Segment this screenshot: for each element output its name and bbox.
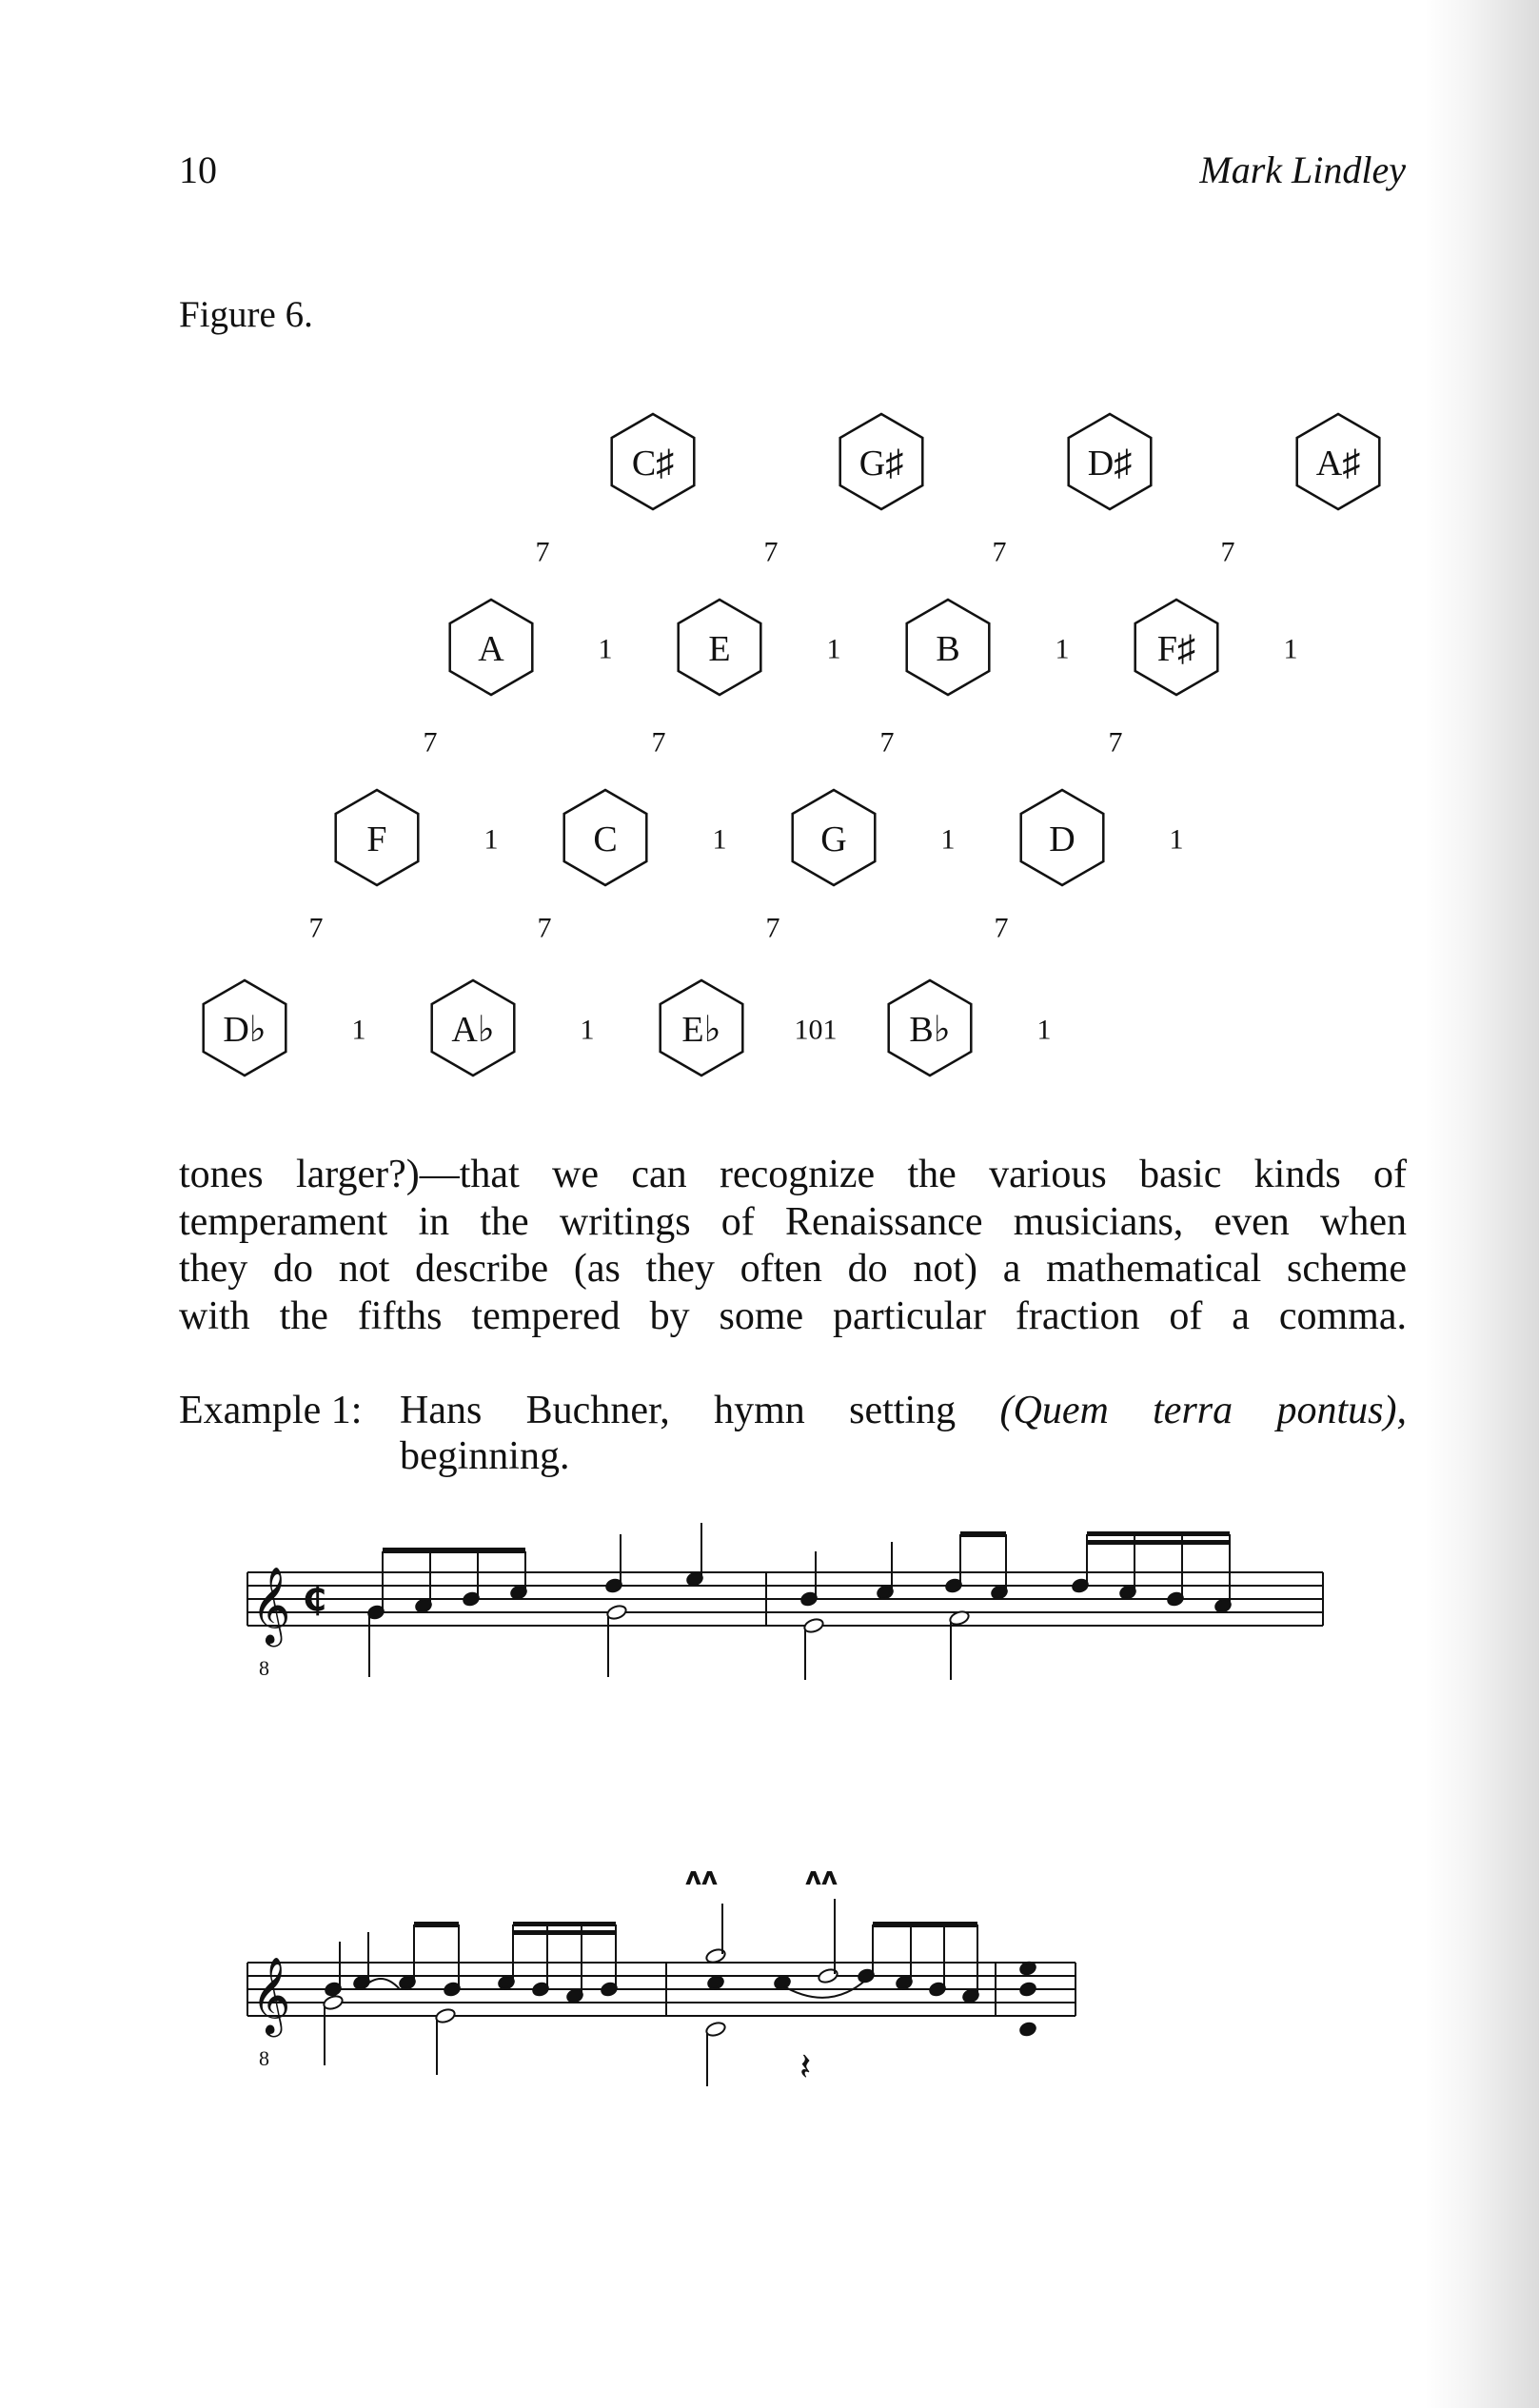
note-label: D♯: [1087, 444, 1133, 484]
interval-link-label: 1: [712, 823, 727, 856]
body-line: temperament in the writings of Renaissance musicians, even when: [179, 1199, 1407, 1244]
diagonal-interval-label: 7: [879, 726, 895, 759]
diagonal-interval-label: 7: [423, 726, 438, 759]
page-number: 10: [179, 148, 217, 191]
note-label: A♯: [1315, 444, 1361, 484]
note-label: B: [936, 629, 960, 669]
music-system-2: [238, 1846, 1095, 2094]
interval-link-label: 1: [1169, 823, 1184, 856]
interval-link-label: 1: [351, 1014, 366, 1046]
diagonal-interval-label: 7: [308, 912, 324, 944]
example-caption-line-2: beginning.: [400, 1434, 570, 1478]
interval-link-label: 1: [826, 633, 841, 665]
diagonal-interval-label: 7: [537, 912, 552, 944]
interval-link-label: 1: [940, 823, 956, 856]
note-label: G♯: [858, 444, 904, 484]
interval-link-label: 1: [1283, 633, 1298, 665]
interval-link-label: 1: [580, 1014, 595, 1046]
example-caption: [400, 1388, 1407, 1479]
diagonal-interval-label: 7: [992, 536, 1007, 568]
quarter-rest-icon: 𝄽: [799, 2045, 812, 2089]
svg-text:8: 8: [259, 1656, 269, 1680]
example-composer-text: Hans Buchner, hymn setting: [400, 1389, 1000, 1432]
interval-link-label: 101: [794, 1014, 838, 1046]
treble-clef-icon: 𝄞: [251, 1566, 291, 1644]
note-label: B♭: [909, 1010, 951, 1050]
running-header-author: Mark Lindley: [1199, 148, 1406, 191]
interval-link-label: 1: [483, 823, 499, 856]
note-label: G: [820, 819, 847, 859]
example-hymn-title: (Quem terra pontus),: [999, 1389, 1407, 1432]
diagonal-interval-label: 7: [1108, 726, 1123, 759]
body-line: with the fifths tempered by some particular fraction of a comma.: [179, 1293, 1407, 1338]
example-label: Example 1:: [179, 1389, 363, 1432]
note-label: C♯: [631, 444, 675, 484]
diagonal-interval-label: 7: [763, 536, 779, 568]
note-label: F♯: [1156, 629, 1196, 669]
note-label: A♭: [451, 1010, 495, 1050]
note-label: C: [593, 819, 618, 859]
note-label: E: [708, 629, 731, 669]
ornament-icon: ᴧᴧ: [805, 1863, 838, 1891]
body-line: tones larger?)—that we can recognize the various basic kinds of: [179, 1153, 1407, 1196]
diagonal-interval-label: 7: [1220, 536, 1235, 568]
body-paragraph: [179, 1152, 1407, 1340]
example-caption-line: [400, 1388, 1407, 1433]
svg-text:8: 8: [259, 2046, 269, 2070]
note-label: D: [1049, 819, 1075, 859]
treble-clef-icon: 𝄞: [251, 1956, 291, 2034]
ornament-icon: ᴧᴧ: [685, 1863, 718, 1891]
diagonal-interval-label: 7: [651, 726, 666, 759]
diagonal-interval-label: 7: [994, 912, 1009, 944]
figure-caption: Figure 6.: [179, 294, 313, 335]
diagonal-interval-label: 7: [765, 912, 780, 944]
interval-link-label: 1: [1036, 1014, 1052, 1046]
note-label: A: [478, 629, 504, 669]
music-system-1: [238, 1513, 1332, 1704]
diagonal-interval-label: 7: [535, 536, 550, 568]
note-label: D♭: [223, 1010, 266, 1050]
note-label: E♭: [681, 1010, 721, 1050]
note-label: F: [366, 819, 387, 859]
body-line: they do not describe (as they often do not) a mathematical scheme: [179, 1247, 1407, 1291]
interval-link-label: 1: [1055, 633, 1070, 665]
interval-link-label: 1: [598, 633, 613, 665]
cut-time-icon: ₵: [303, 1580, 327, 1619]
temperament-lattice-diagram: [0, 0, 1539, 1123]
